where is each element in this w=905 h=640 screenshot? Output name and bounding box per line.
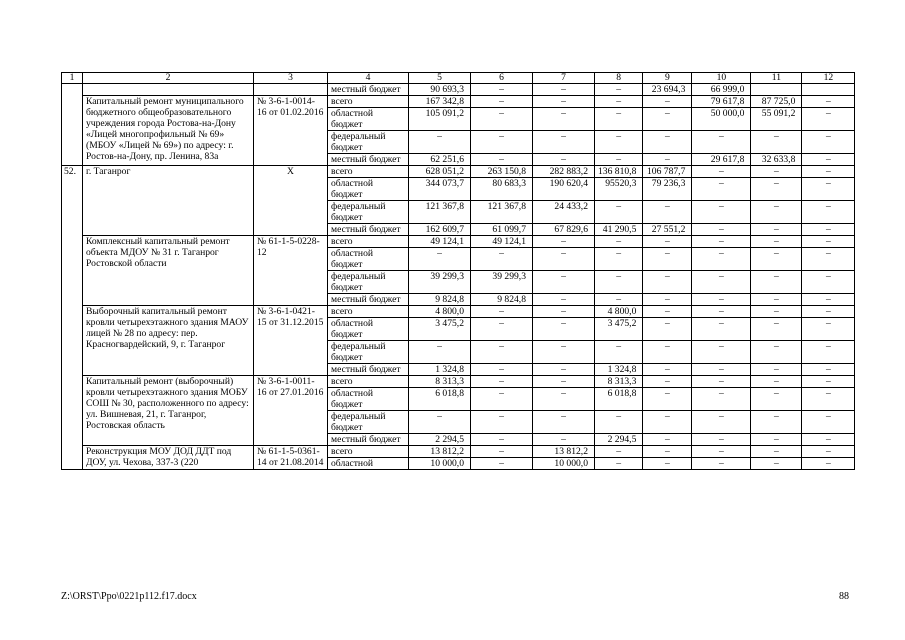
amount-cell: – xyxy=(595,271,643,294)
amount-cell: – xyxy=(409,341,471,364)
amount-cell: 167 342,8 xyxy=(409,96,471,108)
amount-cell: – xyxy=(802,318,855,341)
amount-cell: 8 313,3 xyxy=(595,376,643,388)
amount-cell: – xyxy=(692,376,751,388)
amount-cell: – xyxy=(471,364,533,376)
amount-cell: – xyxy=(802,294,855,306)
funding-source: всего xyxy=(328,376,409,388)
column-number: 10 xyxy=(692,73,751,84)
document-reference: № 3-6-1-0014-16 от 01.02.2016 xyxy=(254,96,328,166)
amount-cell: – xyxy=(471,434,533,446)
amount-cell: – xyxy=(533,96,595,108)
funding-source: федеральный бюджет xyxy=(328,271,409,294)
table-row xyxy=(62,84,855,96)
amount-cell: 344 073,7 xyxy=(409,178,471,201)
amount-cell: – xyxy=(533,84,595,96)
amount-cell: 3 475,2 xyxy=(409,318,471,341)
amount-cell: – xyxy=(595,248,643,271)
amount-cell: – xyxy=(751,411,802,434)
amount-cell: – xyxy=(533,154,595,166)
amount-cell: – xyxy=(692,306,751,318)
amount-cell: – xyxy=(471,411,533,434)
amount-cell: – xyxy=(643,411,692,434)
amount-cell: 79 617,8 xyxy=(692,96,751,108)
amount-cell: – xyxy=(643,388,692,411)
amount-cell: – xyxy=(692,446,751,458)
object-name: Капитальный ремонт (выборочный) кровли четырехэтажного здания МОБУ СОШ № 30, расположенного по адресу: ул. Вишневая, 21, г. Таганрог, Ростовская область xyxy=(83,376,254,446)
column-number: 5 xyxy=(409,73,471,84)
amount-cell: – xyxy=(471,318,533,341)
funding-source: областной бюджет xyxy=(328,178,409,201)
amount-cell: – xyxy=(471,131,533,154)
item-number: 52. xyxy=(62,166,83,470)
financing-table xyxy=(61,72,855,470)
amount-cell: – xyxy=(471,458,533,470)
amount-cell: – xyxy=(595,446,643,458)
amount-cell: 90 693,3 xyxy=(409,84,471,96)
amount-cell xyxy=(802,84,855,96)
amount-cell: – xyxy=(802,224,855,236)
amount-cell: 79 236,3 xyxy=(643,178,692,201)
column-number: 4 xyxy=(328,73,409,84)
amount-cell: – xyxy=(409,248,471,271)
amount-cell: – xyxy=(643,446,692,458)
amount-cell: – xyxy=(692,341,751,364)
amount-cell: – xyxy=(595,294,643,306)
amount-cell: – xyxy=(692,236,751,248)
funding-source: областной xyxy=(328,458,409,470)
amount-cell: – xyxy=(643,271,692,294)
funding-source: местный бюджет xyxy=(328,154,409,166)
amount-cell: – xyxy=(643,458,692,470)
funding-source: всего xyxy=(328,446,409,458)
amount-cell: – xyxy=(802,154,855,166)
object-name xyxy=(83,84,254,96)
item-number xyxy=(62,84,83,166)
funding-source: федеральный бюджет xyxy=(328,131,409,154)
amount-cell: – xyxy=(643,434,692,446)
document-reference: Х xyxy=(254,166,328,236)
amount-cell: 8 313,3 xyxy=(409,376,471,388)
amount-cell: 55 091,2 xyxy=(751,108,802,131)
amount-cell: 23 694,3 xyxy=(643,84,692,96)
amount-cell: – xyxy=(595,154,643,166)
funding-source: местный бюджет xyxy=(328,294,409,306)
page-number: 88 xyxy=(839,591,849,602)
amount-cell: – xyxy=(802,411,855,434)
funding-source: местный бюджет xyxy=(328,224,409,236)
amount-cell: – xyxy=(643,364,692,376)
amount-cell: – xyxy=(533,434,595,446)
amount-cell: 49 124,1 xyxy=(409,236,471,248)
amount-cell: – xyxy=(751,178,802,201)
amount-cell: – xyxy=(692,131,751,154)
amount-cell: 121 367,8 xyxy=(409,201,471,224)
amount-cell: – xyxy=(751,458,802,470)
amount-cell: – xyxy=(692,318,751,341)
document-reference: № 3-6-1-0011-16 от 27.01.2016 xyxy=(254,376,328,446)
amount-cell: – xyxy=(533,411,595,434)
amount-cell: 263 150,8 xyxy=(471,166,533,178)
amount-cell: – xyxy=(751,306,802,318)
amount-cell: 121 367,8 xyxy=(471,201,533,224)
amount-cell: – xyxy=(471,108,533,131)
amount-cell: 39 299,3 xyxy=(409,271,471,294)
amount-cell: – xyxy=(471,84,533,96)
amount-cell: – xyxy=(751,294,802,306)
amount-cell: – xyxy=(692,294,751,306)
amount-cell: – xyxy=(692,388,751,411)
funding-source: федеральный бюджет xyxy=(328,341,409,364)
amount-cell: – xyxy=(692,166,751,178)
amount-cell: 10 000,0 xyxy=(409,458,471,470)
amount-cell: – xyxy=(802,271,855,294)
amount-cell: 9 824,8 xyxy=(409,294,471,306)
amount-cell: 4 800,0 xyxy=(409,306,471,318)
amount-cell: – xyxy=(471,446,533,458)
amount-cell: – xyxy=(802,376,855,388)
amount-cell: 67 829,6 xyxy=(533,224,595,236)
funding-source: областной бюджет xyxy=(328,318,409,341)
amount-cell: – xyxy=(643,306,692,318)
amount-cell: – xyxy=(595,201,643,224)
document-reference xyxy=(254,84,328,96)
amount-cell: 628 051,2 xyxy=(409,166,471,178)
amount-cell: – xyxy=(692,411,751,434)
table-row xyxy=(62,96,855,108)
amount-cell: 24 433,2 xyxy=(533,201,595,224)
amount-cell: – xyxy=(533,306,595,318)
amount-cell: – xyxy=(595,96,643,108)
table-row xyxy=(62,306,855,318)
amount-cell: – xyxy=(802,166,855,178)
funding-source: областной бюджет xyxy=(328,108,409,131)
amount-cell: – xyxy=(595,411,643,434)
amount-cell: 32 633,8 xyxy=(751,154,802,166)
amount-cell: 105 091,2 xyxy=(409,108,471,131)
amount-cell: – xyxy=(471,154,533,166)
amount-cell: 162 609,7 xyxy=(409,224,471,236)
funding-source: областной бюджет xyxy=(328,248,409,271)
amount-cell: 29 617,8 xyxy=(692,154,751,166)
amount-cell: 2 294,5 xyxy=(409,434,471,446)
table-row xyxy=(62,446,855,458)
amount-cell: – xyxy=(595,84,643,96)
amount-cell: – xyxy=(533,248,595,271)
amount-cell: – xyxy=(692,271,751,294)
amount-cell: – xyxy=(751,434,802,446)
amount-cell: 13 812,2 xyxy=(409,446,471,458)
amount-cell: 62 251,6 xyxy=(409,154,471,166)
amount-cell: – xyxy=(802,236,855,248)
amount-cell: 4 800,0 xyxy=(595,306,643,318)
amount-cell: – xyxy=(802,248,855,271)
amount-cell: – xyxy=(751,318,802,341)
amount-cell: – xyxy=(533,108,595,131)
table-row xyxy=(62,376,855,388)
amount-cell: – xyxy=(751,446,802,458)
amount-cell: – xyxy=(643,294,692,306)
amount-cell: – xyxy=(751,364,802,376)
amount-cell: – xyxy=(751,376,802,388)
amount-cell: 10 000,0 xyxy=(533,458,595,470)
amount-cell: 1 324,8 xyxy=(409,364,471,376)
column-number: 12 xyxy=(802,73,855,84)
amount-cell: – xyxy=(533,364,595,376)
funding-source: областной бюджет xyxy=(328,388,409,411)
object-name: Выборочный капитальный ремонт кровли четырехэтажного здания МАОУ лицей № 28 по адресу: пер. Красногвардейский, 9, г. Таганрог xyxy=(83,306,254,376)
amount-cell: 39 299,3 xyxy=(471,271,533,294)
amount-cell: – xyxy=(643,248,692,271)
amount-cell: 50 000,0 xyxy=(692,108,751,131)
amount-cell: – xyxy=(802,131,855,154)
amount-cell: 66 999,0 xyxy=(692,84,751,96)
column-number: 11 xyxy=(751,73,802,84)
amount-cell: 3 475,2 xyxy=(595,318,643,341)
amount-cell: – xyxy=(533,388,595,411)
amount-cell: – xyxy=(471,388,533,411)
amount-cell: – xyxy=(533,236,595,248)
funding-source: местный бюджет xyxy=(328,364,409,376)
document-reference: № 61-1-5-0228-12 xyxy=(254,236,328,306)
amount-cell: – xyxy=(751,224,802,236)
funding-source: всего xyxy=(328,306,409,318)
amount-cell: – xyxy=(751,271,802,294)
amount-cell: – xyxy=(802,458,855,470)
amount-cell: – xyxy=(643,154,692,166)
amount-cell: 106 787,7 xyxy=(643,166,692,178)
funding-source: всего xyxy=(328,166,409,178)
amount-cell: 95520,3 xyxy=(595,178,643,201)
column-number: 7 xyxy=(533,73,595,84)
amount-cell: 41 290,5 xyxy=(595,224,643,236)
amount-cell: 190 620,4 xyxy=(533,178,595,201)
column-number: 9 xyxy=(643,73,692,84)
amount-cell: – xyxy=(595,458,643,470)
amount-cell: – xyxy=(802,178,855,201)
funding-source: всего xyxy=(328,96,409,108)
amount-cell: – xyxy=(471,341,533,364)
amount-cell: – xyxy=(595,341,643,364)
amount-cell: 27 551,2 xyxy=(643,224,692,236)
column-number: 8 xyxy=(595,73,643,84)
amount-cell: – xyxy=(409,411,471,434)
amount-cell: – xyxy=(471,306,533,318)
column-number: 1 xyxy=(62,73,83,84)
amount-cell: – xyxy=(692,458,751,470)
amount-cell: 2 294,5 xyxy=(595,434,643,446)
amount-cell: – xyxy=(471,248,533,271)
amount-cell: 49 124,1 xyxy=(471,236,533,248)
amount-cell: – xyxy=(802,446,855,458)
funding-source: местный бюджет xyxy=(328,84,409,96)
amount-cell: – xyxy=(643,108,692,131)
amount-cell: – xyxy=(643,376,692,388)
amount-cell: 9 824,8 xyxy=(471,294,533,306)
amount-cell: – xyxy=(533,341,595,364)
object-name: Комплексный капитальный ремонт объекта МДОУ № 31 г. Таганрог Ростовской области xyxy=(83,236,254,306)
amount-cell: – xyxy=(533,271,595,294)
amount-cell: – xyxy=(692,178,751,201)
amount-cell: – xyxy=(533,294,595,306)
header-row xyxy=(62,73,855,84)
amount-cell: – xyxy=(751,131,802,154)
amount-cell xyxy=(751,84,802,96)
column-number: 2 xyxy=(83,73,254,84)
amount-cell: – xyxy=(471,376,533,388)
amount-cell: – xyxy=(595,108,643,131)
amount-cell: – xyxy=(802,341,855,364)
amount-cell: – xyxy=(751,341,802,364)
amount-cell: – xyxy=(751,201,802,224)
amount-cell: – xyxy=(409,131,471,154)
amount-cell: – xyxy=(692,364,751,376)
amount-cell: – xyxy=(692,201,751,224)
amount-cell: – xyxy=(802,364,855,376)
amount-cell: – xyxy=(802,306,855,318)
document-reference: № 61-1-5-0361-14 от 21.08.2014 xyxy=(254,446,328,470)
column-number: 3 xyxy=(254,73,328,84)
document-path: Z:\ORST\Ppo\0221p112.f17.docx xyxy=(61,591,197,602)
amount-cell: 1 324,8 xyxy=(595,364,643,376)
amount-cell: – xyxy=(643,341,692,364)
amount-cell: – xyxy=(692,224,751,236)
document-reference: № 3-6-1-0421-15 от 31.12.2015 xyxy=(254,306,328,376)
column-number: 6 xyxy=(471,73,533,84)
amount-cell: – xyxy=(692,248,751,271)
amount-cell: – xyxy=(751,236,802,248)
object-name: Реконструкция МОУ ДОД ДДТ под ДОУ, ул. Чехова, 337-3 (220 xyxy=(83,446,254,470)
object-name: Капитальный ремонт муниципального бюджетного общеобразовательного учреждения города Ростова-на-Дону «Лицей многопрофильный № 69» (МБОУ «Лицей № 69») по адресу: г. Ростов-на-Дону, пр. Ленина, 83а xyxy=(83,96,254,166)
amount-cell: – xyxy=(643,236,692,248)
amount-cell: 6 018,8 xyxy=(409,388,471,411)
amount-cell: – xyxy=(595,131,643,154)
amount-cell: 136 810,8 xyxy=(595,166,643,178)
table-row xyxy=(62,166,855,178)
amount-cell: 13 812,2 xyxy=(533,446,595,458)
amount-cell: 6 018,8 xyxy=(595,388,643,411)
funding-source: всего xyxy=(328,236,409,248)
table-row xyxy=(62,236,855,248)
amount-cell: – xyxy=(643,318,692,341)
funding-source: федеральный бюджет xyxy=(328,201,409,224)
amount-cell: – xyxy=(802,96,855,108)
amount-cell: – xyxy=(802,108,855,131)
amount-cell: – xyxy=(802,434,855,446)
amount-cell: – xyxy=(533,131,595,154)
amount-cell: – xyxy=(533,376,595,388)
amount-cell: – xyxy=(595,236,643,248)
funding-source: местный бюджет xyxy=(328,434,409,446)
amount-cell: – xyxy=(643,201,692,224)
amount-cell: 87 725,0 xyxy=(751,96,802,108)
amount-cell: 61 099,7 xyxy=(471,224,533,236)
amount-cell: – xyxy=(643,96,692,108)
amount-cell: – xyxy=(751,388,802,411)
amount-cell: – xyxy=(751,166,802,178)
amount-cell: 80 683,3 xyxy=(471,178,533,201)
amount-cell: – xyxy=(692,434,751,446)
amount-cell: – xyxy=(643,131,692,154)
object-name: г. Таганрог xyxy=(83,166,254,236)
amount-cell: – xyxy=(751,248,802,271)
amount-cell: – xyxy=(533,318,595,341)
funding-source: федеральный бюджет xyxy=(328,411,409,434)
amount-cell: – xyxy=(802,388,855,411)
amount-cell: – xyxy=(471,96,533,108)
amount-cell: – xyxy=(802,201,855,224)
amount-cell: 282 883,2 xyxy=(533,166,595,178)
